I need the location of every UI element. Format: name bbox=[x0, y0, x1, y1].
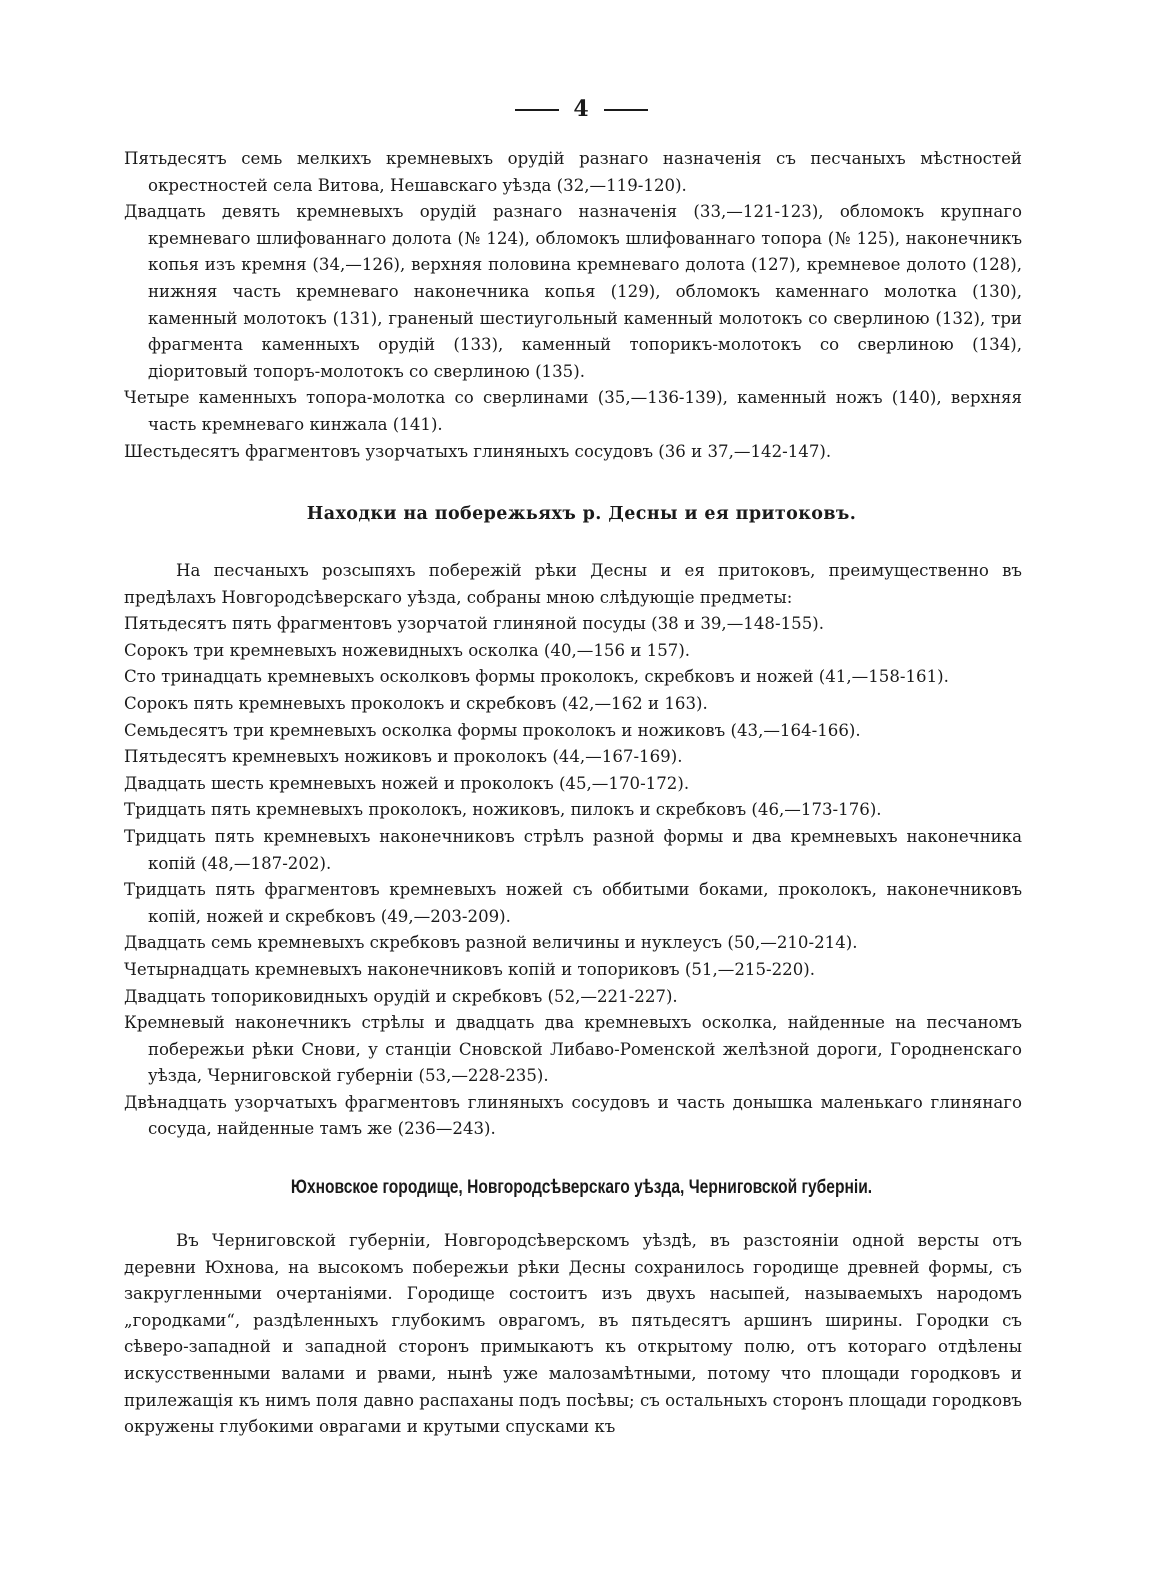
section-c-body bbox=[124, 1228, 1022, 1441]
list-item: Пятьдесятъ семь мелкихъ кремневыхъ орудій разнаго назначенія съ песчаныхъ мѣстностей окрестностей села Витова, Нешавскаго уѣзда (32,—119-120). bbox=[124, 149, 1022, 195]
section-b-intro: На песчаныхъ розсыпяхъ побережій рѣки Десны и ея притоковъ, преимущественно въ предѣлахъ Новгородсѣверскаго уѣзда, собраны мною слѣдующіе предметы: bbox=[124, 561, 1022, 607]
list-item: Тридцать пять фрагментовъ кремневыхъ ножей съ оббитыми боками, проколокъ, наконечниковъ копій, ножей и скребковъ (49,—203-209). bbox=[124, 880, 1022, 926]
list-item: Двадцать топориковидныхъ орудій и скребковъ (52,—221-227). bbox=[124, 986, 678, 1006]
list-item: Двадцать шесть кремневыхъ ножей и проколокъ (45,—170-172). bbox=[124, 773, 690, 793]
page-number-dash-right bbox=[604, 109, 648, 111]
list-item: Сорокъ пять кремневыхъ проколокъ и скребковъ (42,—162 и 163). bbox=[124, 693, 708, 713]
section-c-heading: Юхновское городище, Новгородсѣверскаго уѣзда, Черниговской губерніи. bbox=[290, 1177, 873, 1198]
list-item: Сорокъ три кремневыхъ ножевидныхъ осколка (40,—156 и 157). bbox=[124, 640, 691, 660]
list-item: Тридцать пять кремневыхъ наконечниковъ стрѣлъ разной формы и два кремневыхъ наконечника копій (48,—187-202). bbox=[124, 826, 1022, 873]
section-b-list bbox=[124, 558, 1022, 1143]
section-c-paragraph: Въ Черниговской губерніи, Новгородсѣверскомъ уѣздѣ, въ разстояніи одной версты отъ деревни Юхнова, на высокомъ побережьи рѣки Десны сохранилось городище древней формы, съ закругленными очертаніями. Городище состоитъ изъ двухъ насыпей, называемыхъ народомъ „городками“, раздѣленныхъ глубокимъ оврагомъ, въ пятьдесятъ аршинъ ширины. Городки съ сѣверо-западной и западной сторонъ примыкаютъ къ открытому полю, отъ котораго отдѣлены искусственными валами и рвами, нынѣ уже малозамѣтными, потому что площади городковъ и прилежащія къ нимъ поля давно распаханы подъ посѣвы; съ остальныхъ сторонъ площади городковъ окружены глубокими оврагами и крутыми спусками къ bbox=[124, 1231, 1022, 1437]
page-number-dash-left bbox=[515, 109, 559, 111]
list-item: Двадцать семь кремневыхъ скребковъ разной величины и нуклеусъ (50,—210-214). bbox=[124, 933, 858, 953]
page-number-value: 4 bbox=[573, 96, 590, 122]
list-item: Двѣнадцать узорчатыхъ фрагментовъ глиняныхъ сосудовъ и часть донышка маленькаго глинянаго сосуда, найденные тамъ же (236—243). bbox=[124, 1092, 1022, 1139]
list-item: Пятьдесятъ кремневыхъ ножиковъ и проколокъ (44,—167-169). bbox=[124, 747, 683, 767]
list-item: Кремневый наконечникъ стрѣлы и двадцать два кремневыхъ осколка, найденные на песчаномъ побережьи рѣки Снови, у станціи Сновской Либаво-Роменской желѣзной дороги, Городненскаго уѣзда, Черниговской губерніи (53,—228-235). bbox=[124, 1013, 1022, 1086]
list-item: Сто тринадцать кремневыхъ осколковъ формы проколокъ, скребковъ и ножей (41,—158-161). bbox=[124, 667, 949, 687]
list-item: Семьдесятъ три кремневыхъ осколка формы проколокъ и ножиковъ (43,—164-166). bbox=[124, 720, 861, 740]
list-item: Тридцать пять кремневыхъ проколокъ, ножиковъ, пилокъ и скребковъ (46,—173-176). bbox=[124, 800, 882, 820]
section-a-list bbox=[124, 146, 1022, 465]
section-b-heading: Находки на побережьяхъ р. Десны и ея притоковъ. bbox=[306, 504, 857, 524]
list-item: Пятьдесятъ пять фрагментовъ узорчатой глиняной посуды (38 и 39,—148-155). bbox=[124, 614, 825, 634]
list-item: Двадцать девять кремневыхъ орудій разнаго назначенія (33,—121-123), обломокъ крупнаго кремневаго шлифованнаго долота (№ 124), обломокъ шлифованнаго топора (№ 125), наконечникъ копья изъ кремня (34,—126), верхняя половина кремневаго долота (127), кремневое долото (128), нижняя часть кремневаго наконечника копья (129), обломокъ каменнаго молотка (130), каменный молотокъ (131), граненый шестиугольный каменный молотокъ со сверлиною (132), три фрагмента каменныхъ орудій (133), каменный топорикъ-молотокъ со сверлиною (134), діоритовый топоръ-молотокъ со сверлиною (135). bbox=[124, 202, 1022, 381]
list-item: Четыре каменныхъ топора-молотка со сверлинами (35,—136-139), каменный ножъ (140), верхняя часть кремневаго кинжала (141). bbox=[124, 388, 1022, 434]
list-item: Шестьдесятъ фрагментовъ узорчатыхъ глиняныхъ сосудовъ (36 и 37,—142-147). bbox=[124, 441, 832, 461]
list-item: Четырнадцать кремневыхъ наконечниковъ копій и топориковъ (51,—215-220). bbox=[124, 959, 816, 979]
page-number bbox=[0, 96, 1163, 122]
